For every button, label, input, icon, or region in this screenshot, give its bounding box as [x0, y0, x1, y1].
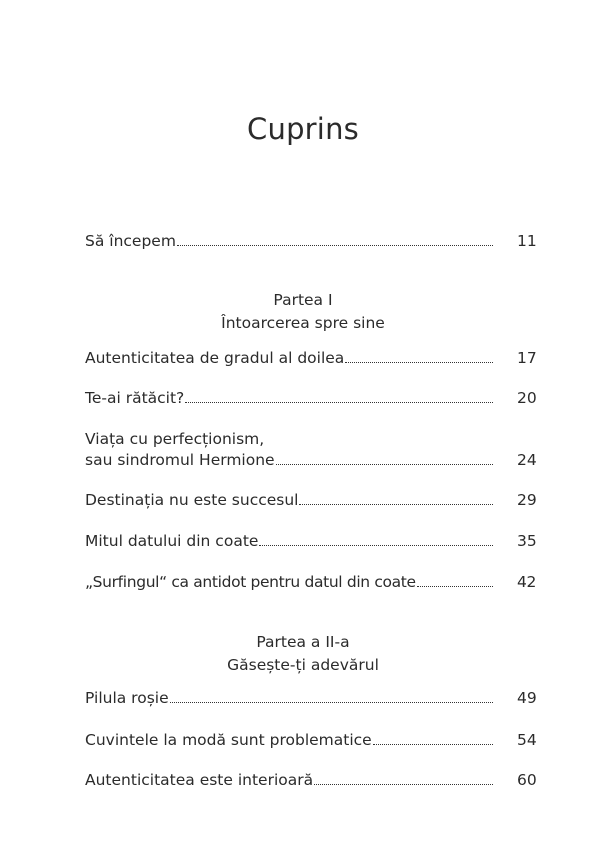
dot-leader — [170, 702, 493, 703]
entry-title: sau sindromul Hermione — [85, 451, 275, 469]
entry-page: 24 — [517, 451, 537, 469]
entry-page: 49 — [517, 689, 537, 707]
entry-title-line1: Viața cu perfecționism, — [85, 430, 265, 448]
part-label: Partea a II-a — [256, 633, 350, 651]
dot-leader — [345, 362, 493, 363]
part-name: Întoarcerea spre sine — [221, 314, 385, 332]
entry-page: 60 — [517, 771, 537, 789]
page-title: Cuprins — [247, 112, 359, 146]
part-label: Partea I — [273, 291, 333, 309]
toc-entry[interactable] — [85, 429, 537, 471]
toc-entry[interactable] — [85, 730, 537, 751]
entry-page: 42 — [517, 573, 537, 591]
entry-title: Autenticitatea de gradul al doilea — [85, 349, 345, 367]
toc-entry[interactable] — [85, 388, 537, 409]
part-heading — [0, 631, 606, 677]
dot-leader — [177, 245, 493, 246]
toc-entry[interactable] — [85, 348, 537, 369]
part-name: Găsește-ți adevărul — [227, 656, 379, 674]
entry-title: Cuvintele la modă sunt problematice — [85, 731, 372, 749]
entry-title: „Surfingul“ ca antidot pentru datul din coate — [85, 573, 416, 591]
entry-title: Destinația nu este succesul — [85, 491, 299, 509]
toc-entry[interactable] — [85, 490, 537, 511]
entry-page: 35 — [517, 532, 537, 550]
entry-title: Te-ai rătăcit? — [85, 389, 185, 407]
entry-page: 17 — [517, 349, 537, 367]
dot-leader — [314, 784, 493, 785]
entry-title: Mitul datului din coate — [85, 532, 259, 550]
entry-page: 11 — [517, 232, 537, 250]
toc-entry[interactable] — [85, 572, 537, 593]
dot-leader — [373, 744, 493, 745]
dot-leader — [276, 464, 493, 465]
entry-title: Autenticitatea este interioară — [85, 771, 314, 789]
entry-title: Să începem — [85, 232, 176, 250]
entry-page: 54 — [517, 731, 537, 749]
toc-entry[interactable] — [85, 688, 537, 709]
dot-leader — [259, 545, 493, 546]
entry-title: Pilula roșie — [85, 689, 169, 707]
part-heading — [0, 289, 606, 335]
entry-page: 20 — [517, 389, 537, 407]
toc-entry[interactable] — [85, 770, 537, 791]
entry-page: 29 — [517, 491, 537, 509]
toc-entry[interactable] — [85, 231, 537, 252]
dot-leader — [185, 402, 493, 403]
dot-leader — [299, 504, 493, 505]
dot-leader — [417, 586, 493, 587]
toc-entry[interactable] — [85, 531, 537, 552]
